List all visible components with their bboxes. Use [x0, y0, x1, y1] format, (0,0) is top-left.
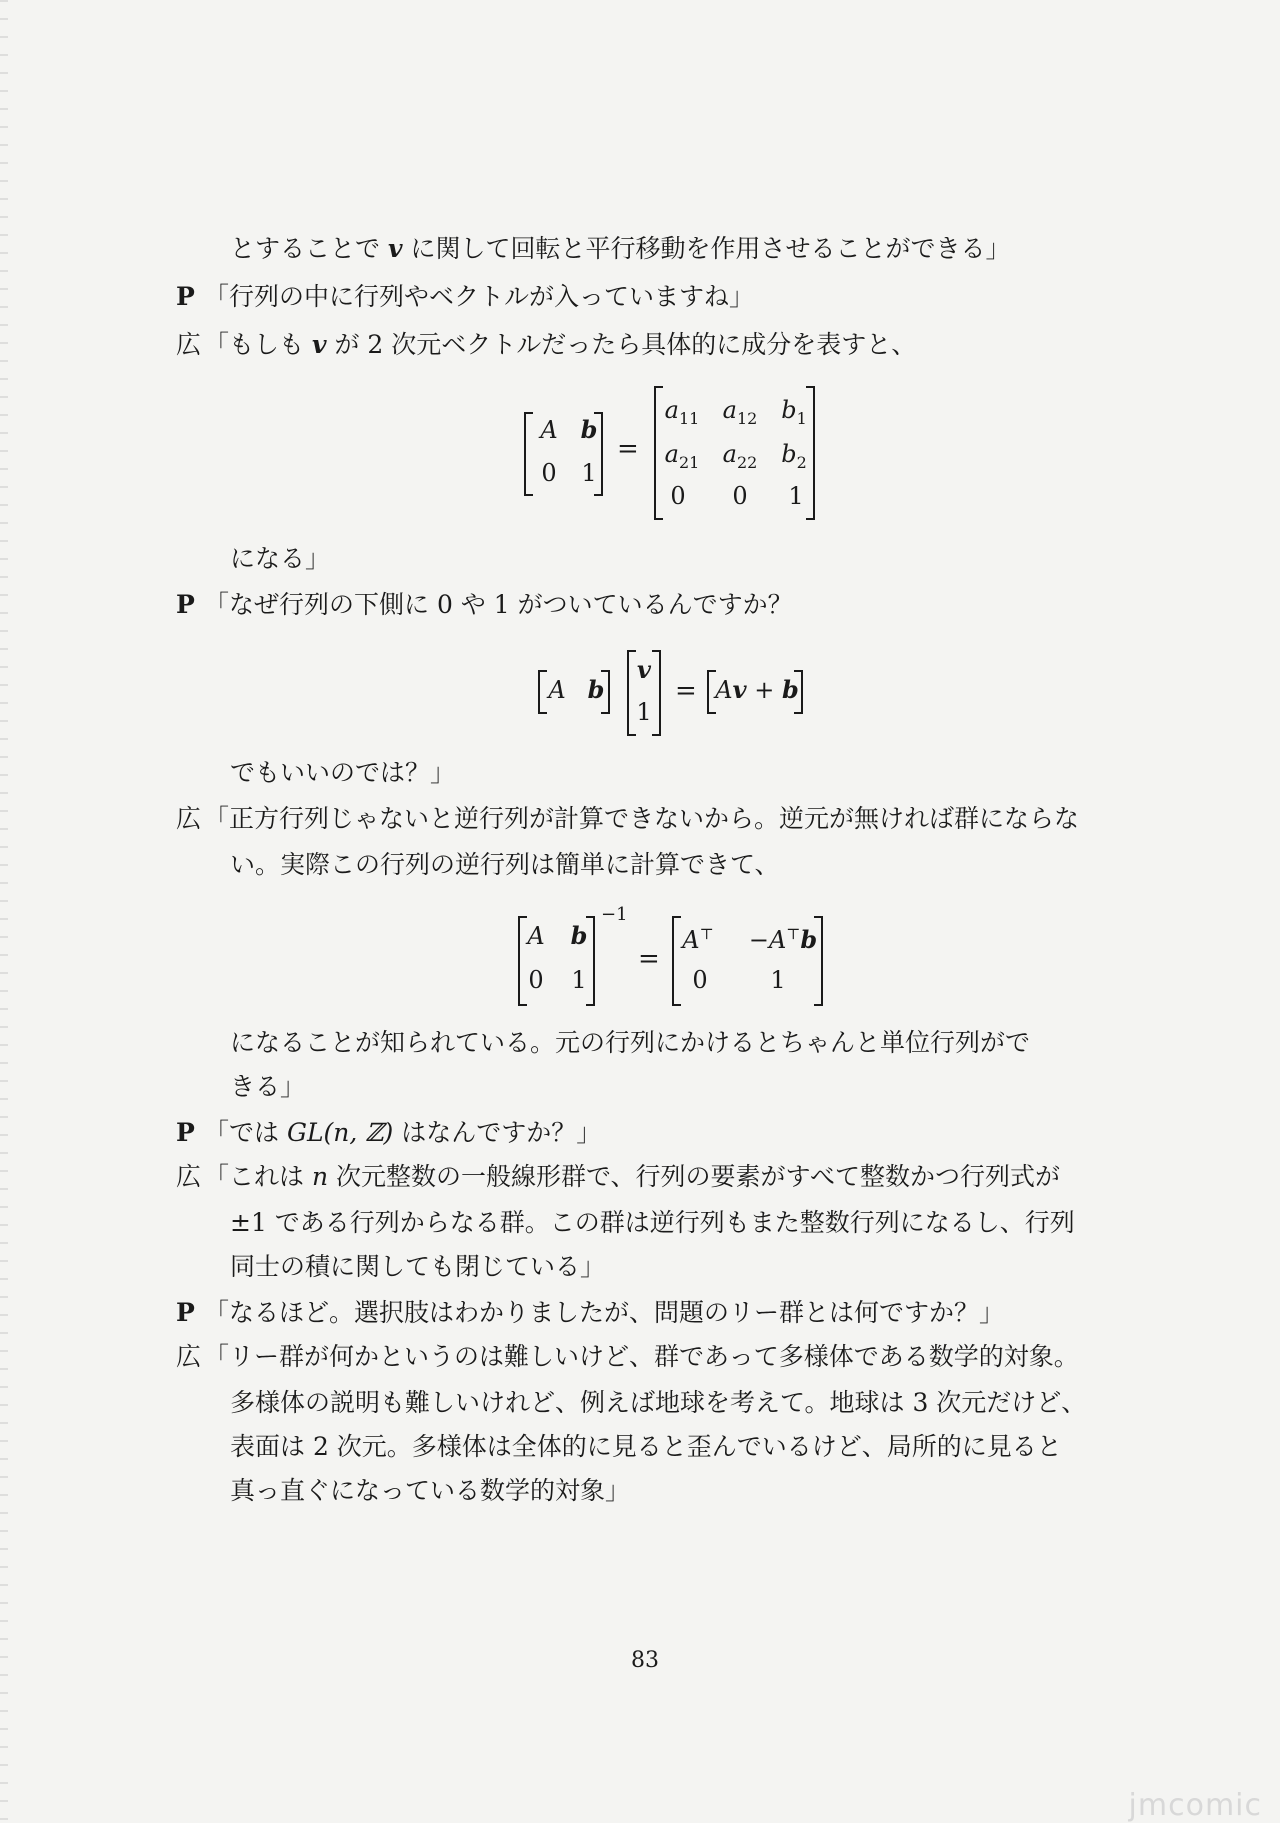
- bracket-right: [814, 916, 823, 1006]
- matrix-cell: A: [540, 416, 558, 444]
- text: 「これは: [204, 1162, 305, 1191]
- matrix-cell: 0: [528, 966, 544, 994]
- matrix-cell: 1: [770, 966, 786, 994]
- math-v: v: [311, 330, 327, 359]
- text-line-2: 「行列の中に行列やベクトルが入っていますね」: [204, 282, 755, 311]
- text: が 2 次元ベクトルだったら具体的に成分を表すと、: [334, 330, 917, 359]
- equals-sign: =: [675, 676, 697, 706]
- equals-sign: =: [638, 944, 660, 974]
- math-n: n: [311, 1162, 329, 1191]
- bracket-left: [524, 412, 533, 496]
- matrix-cell: A: [548, 676, 566, 704]
- scan-edge: [0, 0, 8, 1820]
- exponent: −1: [601, 904, 628, 925]
- speaker-hiro: 広: [176, 330, 202, 359]
- bracket-right: [601, 670, 610, 714]
- text: 次元整数の一般線形群で、行列の要素がすべて整数かつ行列式が: [336, 1162, 1061, 1191]
- text-line-12: [204, 1160, 1060, 1194]
- text-line-5: 「なぜ行列の下側に 0 や 1 がついているんですか？: [204, 590, 793, 619]
- text-line-1: [230, 232, 1010, 266]
- matrix-cell: b: [587, 675, 605, 704]
- speaker-p: P: [176, 590, 195, 619]
- matrix-cell: 0: [670, 482, 686, 510]
- math-gl: GL(n, ℤ): [286, 1118, 394, 1147]
- text-line-11: [204, 1116, 601, 1150]
- matrix-cell: 0: [541, 459, 557, 487]
- text-line-19: 真っ直ぐになっている数学的対象」: [230, 1476, 631, 1505]
- speaker-p: P: [176, 282, 195, 311]
- vector-cell: v: [637, 655, 651, 684]
- bracket-right: [586, 916, 595, 1006]
- text-line-16: 「リー群が何かというのは難しいけど、群であって多様体である数学的対象。: [204, 1342, 1079, 1371]
- text-line-6: でもいいのでは？」: [230, 758, 456, 787]
- speaker-hiro: 広: [176, 1162, 202, 1191]
- page-number: 83: [631, 1648, 659, 1673]
- text-line-4: になる」: [230, 544, 331, 573]
- text-line-18: 表面は 2 次元。多様体は全体的に見ると歪んでいるけど、局所的に見ると: [230, 1432, 1062, 1461]
- text: とすることで: [230, 234, 381, 263]
- matrix-cell: 1: [571, 966, 587, 994]
- text-line-13: ±1 である行列からなる群。この群は逆行列もまた整数行列になるし、行列: [230, 1208, 1075, 1237]
- matrix-cell: 0: [732, 482, 748, 510]
- text-line-9: になることが知られている。元の行列にかけるとちゃんと単位行列がで: [230, 1028, 1031, 1057]
- matrix-cell: 1: [581, 459, 597, 487]
- bracket-right: [806, 386, 815, 520]
- matrix-cell: b: [570, 921, 588, 950]
- vector-cell: 1: [636, 698, 652, 726]
- speaker-hiro: 広: [176, 1342, 202, 1371]
- text-line-8: い。実際この行列の逆行列は簡単に計算できて、: [230, 850, 780, 879]
- bracket-right: [794, 670, 803, 714]
- matrix-cell: 0: [692, 966, 708, 994]
- text-line-15: 「なるほど。選択肢はわかりましたが、問題のリー群とは何ですか？」: [204, 1298, 1005, 1327]
- text: はなんですか？」: [401, 1118, 602, 1147]
- text-line-3: [204, 328, 916, 362]
- matrix-cell: b: [580, 415, 598, 444]
- text: 「では: [204, 1118, 280, 1147]
- text: 「もしも: [204, 330, 305, 359]
- bracket-right: [652, 650, 661, 736]
- math-v: v: [387, 234, 403, 263]
- bracket-right: [594, 412, 603, 496]
- text-line-7: 「正方行列じゃないと逆行列が計算できないから。逆元が無ければ群にならな: [204, 804, 1080, 833]
- speaker-hiro: 広: [176, 804, 202, 833]
- equals-sign: =: [617, 434, 639, 464]
- text-line-10: きる」: [230, 1072, 306, 1101]
- speaker-p: P: [176, 1118, 195, 1147]
- watermark: jmcomic: [1128, 1788, 1262, 1823]
- speaker-p: P: [176, 1298, 195, 1327]
- text-line-14: 同士の積に関しても閉じている」: [230, 1252, 606, 1281]
- matrix-cell: A: [527, 922, 545, 950]
- text-line-17: 多様体の説明も難しいけれど、例えば地球を考えて。地球は 3 次元だけど、: [230, 1388, 1087, 1417]
- matrix-cell: 1: [788, 482, 804, 510]
- document-page: とすることで v に関して回転と平行移動を作用させることができる」 P 「行列の中に行列やベクトルが入っていますね」 広 「もしも v が 2 次元ベクトルだったら具体的に成分を表すと、 A b 0 1 = $a_{11}$ $a_{12}$ $b_1$ $a_{21}$ $a_{22}$ $b_2$ 0 0 1 になる」 P 「なぜ行列の下側に 0 や 1 がついているんですか？ A b v 1 = Av + b でもいいのでは？」 広 「正方行列じゃないと逆行列が計算できないから。逆元が無ければ群にならな い。実際この行列の逆行列は簡単に計算できて、 A b 0 1 −1 = A⊤ −A⊤b 0 1 になることが知られている。元の行列にかけるとちゃんと単位行列がで きる」 P 「では GL(n, ℤ) はなんですか？」 広 「これは n 次元整数の一般線形群で、行列の要素がすべて整数かつ行列式が ±1 である行列からなる群。この群は逆行列もまた整数行列になるし、行列 同士の積に関しても閉じている」 P 「なるほど。選択肢はわかりましたが、問題のリー群とは何ですか？」 広 「リー群が何かというのは難しいけど、群であって多様体である数学的対象。 多様体の説明も難しいけれど、例えば地球を考えて。地球は 3 次元だけど、 表面は 2 次元。多様体は全体的に見ると歪んでいるけど、局所的に見ると 真っ直ぐになっている数学的対象」 83 jmcomic: [0, 0, 1280, 1820]
- text: に関して回転と平行移動を作用させることができる」: [410, 234, 1011, 263]
